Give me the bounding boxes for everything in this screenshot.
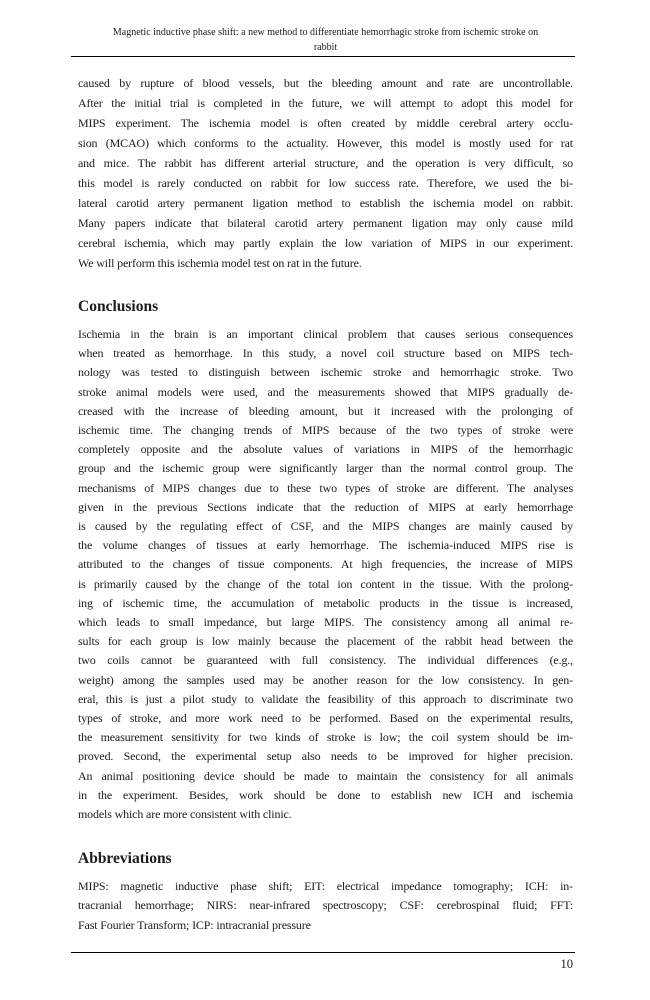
text-line: Many papers indicate that bilateral carotid artery permanent ligation may only cause mild [78,216,573,230]
text-line: completely opposite and the absolute values of variations in MIPS of the hemorrhagic [78,442,573,457]
text-line: An animal positioning device should be made to maintain the consistency for all animals [78,768,573,783]
text-line: creased with the increase of bleeding amount, but it increased with the prolonging of [78,403,573,418]
heading-abbreviations: Abbreviations [78,850,172,867]
text-line: models which are more consistent with clinic. [78,807,292,822]
text-line: is caused by the regulating effect of CSF, and the MIPS changes are mainly caused by [78,519,573,534]
text-line: eral, this is just a pilot study to validate the feasibility of this approach to discriminate two [78,691,573,706]
text-line: ischemic time. The changing trends of MIPS because of the two types of stroke were [78,423,573,438]
running-head-line1: Magnetic inductive phase shift: a new method to differentiate hemorrhagic stroke from ischemic stroke on [112,27,539,38]
text-line: tracranial hemorrhage; NIRS: near-infrared spectroscopy; CSF: cerebrospinal fluid; FFT: [78,898,573,913]
text-line: which leads to small impedance, but large MIPS. The consistency among all animal re- [78,615,573,630]
text-line: in the experiment. Besides, work should be done to establish new ICH and ischemia [78,787,573,802]
text-line: sults for each group is low mainly because the placement of the rabbit head between the [78,634,573,649]
text-line: group and the ischemic group were significantly larger than the normal control group. The [78,461,573,476]
text-line: MIPS experiment. The ischemia model is often created by middle cerebral artery occlu- [78,116,573,130]
text-line: and mice. The rabbit has different arterial structure, and the operation is very difficult, so [78,156,573,170]
paragraph-conclusions [78,325,573,824]
text-line: the volume changes of tissues at early hemorrhage. The ischemia-induced MIPS rise is [78,538,573,553]
text-line: cerebral ischemia, which may partly explain the low variation of MIPS in our experiment. [78,236,573,250]
text-line: mechanisms of MIPS changes due to these two types of stroke are different. The analyses [78,480,573,495]
text-line: Ischemia in the brain is an important clinical problem that causes serious consequences [78,327,573,341]
text-line: given in the previous Sections indicate that the reduction of MIPS at early hemorrhage [78,499,573,514]
text-line: MIPS: magnetic inductive phase shift; EIT: electrical impedance tomography; ICH: in- [78,879,573,893]
paragraph-abbreviations [78,877,573,935]
text-line: the measurement sensitivity for two kinds of stroke is low; the coil system should be im- [78,730,573,745]
text-line: After the initial trial is completed in the future, we will attempt to adopt this model for [78,96,573,110]
footer-rule [71,952,575,953]
text-line: this model is rarely conducted on rabbit for low success rate. Therefore, we used the bi- [78,176,573,190]
paragraph-model-discussion [78,73,573,273]
text-line: proved. Second, the experimental setup also needs to be improved for higher precision. [78,749,573,764]
text-line: weight) among the samples used may be another reason for the low consistency. In gen- [78,672,573,687]
text-line: when treated as hemorrhage. In this study, a novel coil structure based on MIPS tech- [78,346,573,361]
text-line: is primarily caused by the change of the total ion content in the tissue. With the prolong- [78,576,573,591]
text-line: Fast Fourier Transform; ICP: intracranial pressure [78,917,311,932]
running-head-title [78,26,573,55]
text-line: attributed to the changes of tissue components. At high frequencies, the increase of MIPS [78,557,573,572]
text-line: sion (MCAO) which conforms to the actuality. However, this model is mostly used for rat [78,136,573,150]
text-line: stroke animal models were used, and the measurements showed that MIPS gradually de- [78,384,573,399]
text-line: two coils cannot be guaranteed with full consistency. The individual differences (e.g., [78,653,573,668]
text-line: We will perform this ischemia model test on rat in the future. [78,256,362,270]
text-line: nology was tested to distinguish between ischemic stroke and hemorrhagic stroke. Two [78,365,573,380]
heading-conclusions: Conclusions [78,298,159,315]
running-head-line2: rabbit [313,41,338,53]
text-line: lateral carotid artery permanent ligation method to establish the ischemia model on rabbit. [78,196,573,210]
text-line: ing of ischemic time, the accumulation of metabolic products in the tissue is increased, [78,595,573,610]
text-line: caused by rupture of blood vessels, but the bleeding amount and rate are uncontrollable. [78,76,573,90]
text-line: types of stroke, and more work need to be performed. Based on the experimental results, [78,711,573,726]
header-rule [71,56,575,57]
page-number: 10 [560,957,573,971]
